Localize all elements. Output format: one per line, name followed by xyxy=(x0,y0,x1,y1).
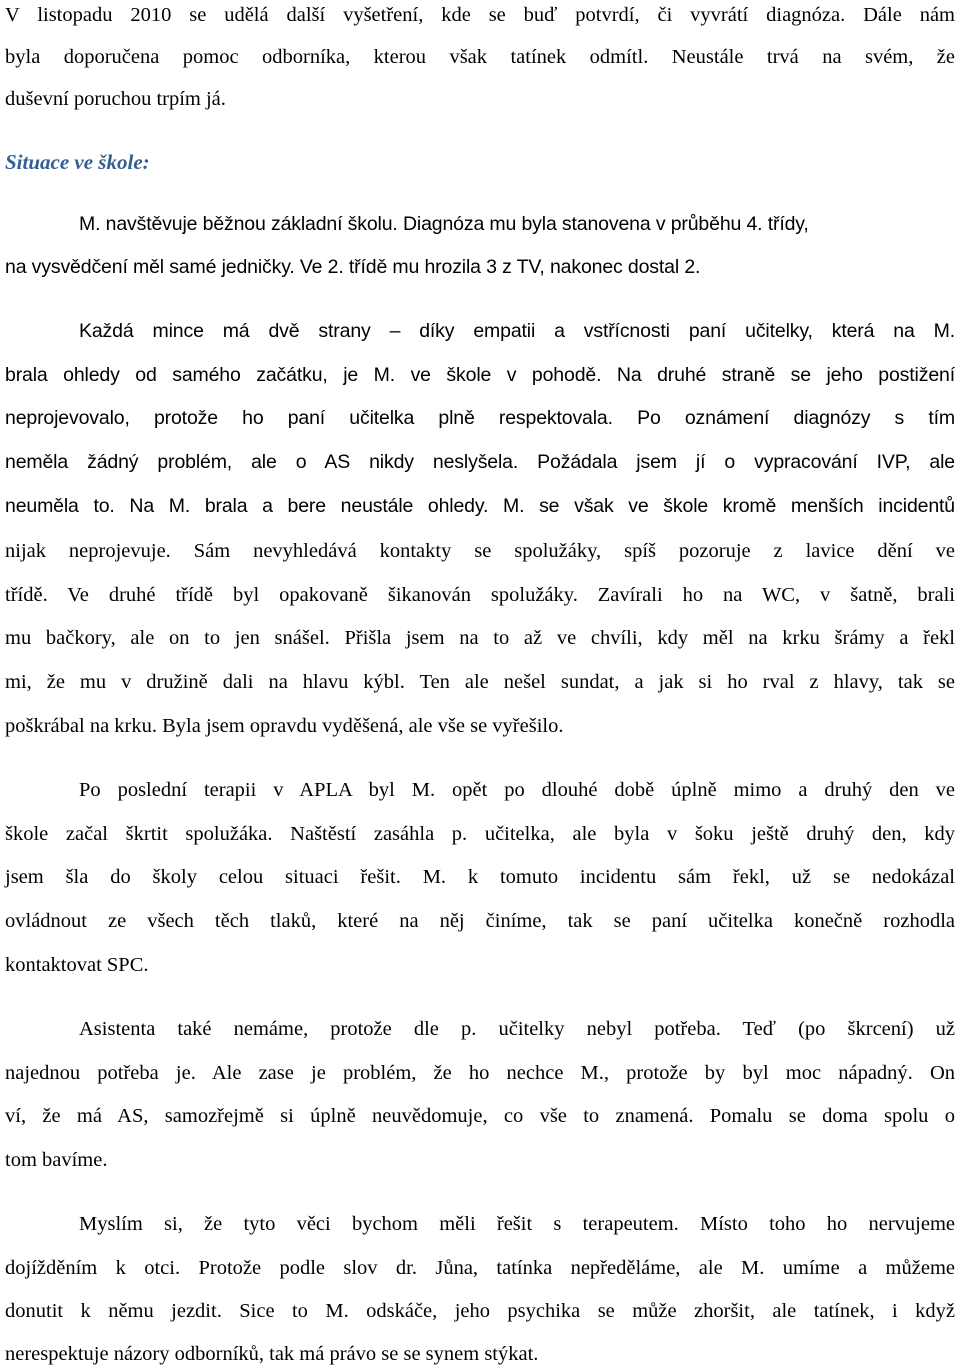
text-line: jsem šla do školy celou situaci řešit. M. k tomuto incidentu sám řekl, už se nedokázal xyxy=(5,866,955,888)
text-line: mu bačkory, ale on to jen snášel. Přišla jsem na to až ve chvíli, kdy měl na krku šrámy a řekl xyxy=(5,627,955,649)
text-line: ví, že má AS, samozřejmě si úplně neuvědomuje, co vše to znamená. Pomalu se doma spolu o xyxy=(5,1105,955,1127)
text-line: mi, že mu v družině dali na hlavu kýbl. Ten ale nešel sundat, a jak si ho rval z hlavy, tak se xyxy=(5,671,955,693)
text-line: neprojevovalo, protože ho paní učitelka plně respektovala. Po oznámení diagnózy s tím xyxy=(5,407,955,429)
text-line: najednou potřeba je. Ale zase je problém, že ho nechce M., protože by byl moc nápadný. On xyxy=(5,1062,955,1084)
text-line: duševní poruchou trpím já. xyxy=(5,88,226,110)
text-line: kontaktovat SPC. xyxy=(5,954,149,976)
text-line: Myslím si, že tyto věci bychom měli řešit s terapeutem. Místo toho ho nervujeme xyxy=(79,1213,955,1235)
text-line: Po poslední terapii v APLA byl M. opět po dlouhé době úplně mimo a druhý den ve xyxy=(79,779,955,801)
text-line: tom bavíme. xyxy=(5,1149,108,1171)
text-line: brala ohledy od samého začátku, je M. ve škole v pohodě. Na druhé straně se jeho postižení xyxy=(5,364,955,386)
text-line: Asistenta také nemáme, protože dle p. učitelky nebyl potřeba. Teď (po škrcení) už xyxy=(79,1018,955,1040)
text-line: Každá mince má dvě strany – díky empatii a vstřícnosti paní učitelky, která na M. xyxy=(79,320,955,342)
text-line: ovládnout ze všech těch tlaků, které na něj činíme, tak se paní učitelka konečně rozhodla xyxy=(5,910,955,932)
text-line: poškrábal na krku. Byla jsem opravdu vyděšená, ale vše se vyřešilo. xyxy=(5,715,564,737)
text-line: byla doporučena pomoc odborníka, kterou však tatínek odmítl. Neustále trvá na svém, že xyxy=(5,46,955,68)
text-line: neměla žádný problém, ale o AS nikdy neslyšela. Požádala jsem jí o vypracování IVP, ale xyxy=(5,451,955,473)
section-heading: Situace ve škole: xyxy=(5,150,150,174)
text-line: nerespektuje názory odborníků, tak má právo se se synem stýkat. xyxy=(5,1343,539,1365)
text-line: na vysvědčení měl samé jedničky. Ve 2. třídě mu hrozila 3 z TV, nakonec dostal 2. xyxy=(5,256,701,278)
text-line: nijak neprojevuje. Sám nevyhledává kontakty se spolužáky, spíš pozoruje z lavice dění ve xyxy=(5,540,955,562)
text-line: M. navštěvuje běžnou základní školu. Diagnóza mu byla stanovena v průběhu 4. třídy, xyxy=(79,213,809,235)
text-line: třídě. Ve druhé třídě byl opakovaně šikanován spolužáky. Zavírali ho na WC, v šatně, brali xyxy=(5,584,955,606)
text-line: neuměla to. Na M. brala a bere neustále ohledy. M. se však ve škole kromě menších incidentů xyxy=(5,495,955,517)
text-line: škole začal škrtit spolužáka. Naštěstí zasáhla p. učitelka, ale byla v šoku ještě druhý den, kdy xyxy=(5,823,955,845)
text-line: dojížděním k otci. Protože podle slov dr. Jůna, tatínka nepředěláme, ale M. umíme a můžeme xyxy=(5,1257,955,1279)
text-line: V listopadu 2010 se udělá další vyšetření, kde se buď potvrdí, či vyvrátí diagnóza. Dále nám xyxy=(5,4,955,26)
text-line: donutit k němu jezdit. Sice to M. odskáče, jeho psychika se může zhoršit, ale tatínek, i když xyxy=(5,1300,955,1322)
